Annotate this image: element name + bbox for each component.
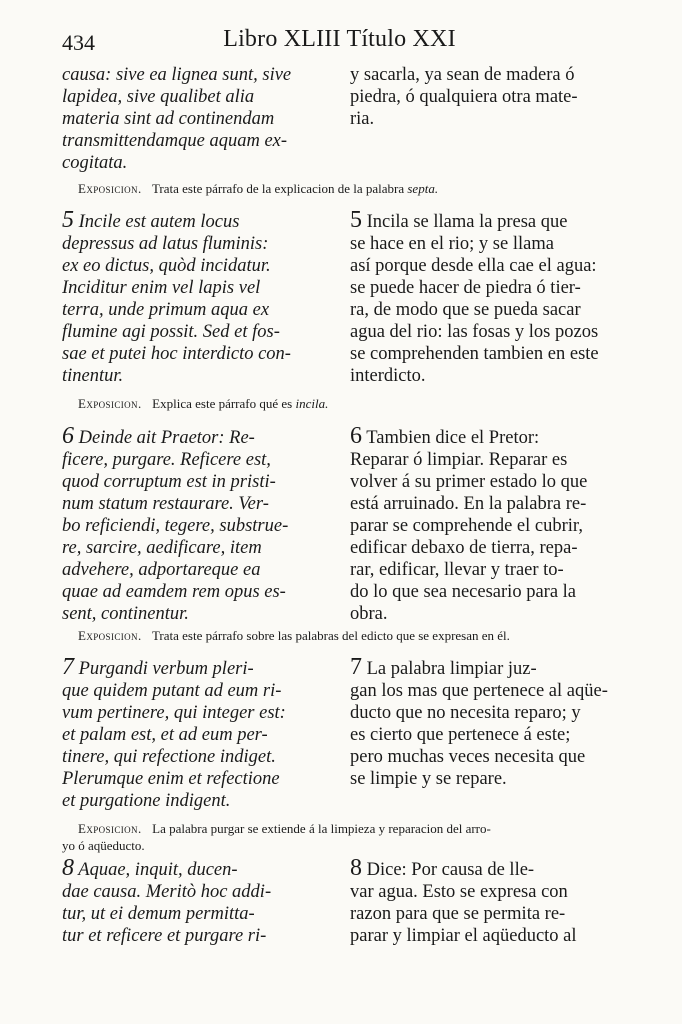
paragraph-number: 6	[62, 425, 74, 449]
paragraph-number: 6	[350, 425, 362, 449]
spanish-column-paragraph-7	[350, 656, 618, 790]
exposicion-text: Explica este párrafo qué es	[152, 396, 293, 411]
latin-line: Plerumque enim et refectione	[62, 769, 280, 789]
latin-first-line: 5 Incile est autem locus	[62, 209, 240, 233]
spanish-line: así porque desde ella cae el agua:	[350, 256, 597, 276]
paragraph-number: 8	[350, 857, 362, 881]
spanish-line: ducto que no necesita reparo; y	[350, 703, 581, 723]
paragraph-number: 5	[62, 209, 74, 233]
latin-line: depressus ad latus fluminis:	[62, 234, 269, 254]
spanish-line: do lo que sea necesario para la	[350, 582, 577, 602]
latin-line: re, sarcire, aedificare, item	[62, 538, 262, 558]
paragraph-number: 8	[62, 857, 74, 881]
spanish-line: Reparar ó limpiar. Reparar es	[350, 450, 568, 470]
latin-line: flumine agi possit. Sed et fos-	[62, 322, 280, 342]
exposicion-note-7	[62, 820, 618, 854]
paragraph-number: 5	[350, 209, 362, 233]
latin-line: vum pertinere, qui integer est:	[62, 703, 286, 723]
spanish-line: y sacarla, ya sean de madera ó	[350, 65, 575, 85]
latin-column-paragraph-7	[62, 656, 330, 812]
latin-line: ex eo dictus, quòd incidatur.	[62, 256, 271, 276]
latin-line: tinentur.	[62, 366, 124, 386]
paragraph-number: 7	[350, 656, 362, 680]
latin-line: bo reficiendi, tegere, substrue-	[62, 516, 289, 536]
spanish-line: var agua. Esto se expresa con	[350, 882, 568, 902]
running-title: Libro XLIII Título XXI	[223, 26, 456, 52]
spanish-line: está arruinado. En la palabra re-	[350, 494, 587, 514]
latin-first-line: 7 Purgandi verbum pleri-	[62, 656, 254, 680]
exposicion-text: Trata este párrafo de la explicacion de la palabra	[151, 181, 405, 196]
latin-line: advehere, adportareque ea	[62, 560, 261, 580]
latin-line: num statum restaurare. Ver-	[62, 494, 269, 514]
latin-line: quae ad eamdem rem opus es-	[62, 582, 286, 602]
latin-line: transmittendamque aquam ex-	[62, 131, 288, 151]
latin-line: terra, unde primum aqua ex	[62, 300, 270, 320]
exposicion-label: Exposicion.	[78, 821, 142, 836]
latin-column-paragraph-8	[62, 857, 330, 947]
latin-line: et palam est, et ad eum per-	[62, 725, 268, 745]
spanish-line: razon para que se permita re-	[350, 904, 566, 924]
latin-line: sent, continentur.	[62, 604, 189, 624]
page-header	[62, 26, 617, 56]
exposicion-text: Trata este párrafo sobre las palabras del edicto que se expresan en él.	[151, 628, 510, 643]
spanish-column-block-1	[350, 64, 618, 130]
spanish-line: gan los mas que pertenece al aqüe-	[350, 681, 608, 701]
exposicion-text-continued: yo ó aqüeducto.	[62, 838, 145, 853]
spanish-line: volver á su primer estado lo que	[350, 472, 588, 492]
exposicion-note-5	[78, 395, 618, 412]
spanish-column-paragraph-5	[350, 209, 618, 387]
spanish-line: parar se comprehende el cubrir,	[350, 516, 583, 536]
spanish-first-line: 8 Dice: Por causa de lle-	[350, 857, 535, 881]
latin-first-line: 6 Deinde ait Praetor: Re-	[62, 425, 255, 449]
exposicion-text: La palabra purgar se extiende á la limpieza y reparacion del arro-	[152, 821, 491, 836]
latin-line: tur, ut ei demum permitta-	[62, 904, 255, 924]
spanish-line: se limpie y se repare.	[350, 769, 507, 789]
latin-first-line: 8 Aquae, inquit, ducen-	[62, 857, 238, 881]
spanish-first-line: 7 La palabra limpiar juz-	[350, 656, 537, 680]
spanish-line: rar, edificar, llevar y traer to-	[350, 560, 564, 580]
spanish-line: se comprehenden tambien en este	[350, 344, 599, 364]
latin-line: Inciditur enim vel lapis vel	[62, 278, 261, 298]
latin-column-paragraph-5	[62, 209, 330, 387]
latin-line: cogitata.	[62, 153, 128, 173]
exposicion-label: Exposicion.	[78, 181, 142, 196]
spanish-first-line: 5 Incila se llama la presa que	[350, 209, 568, 233]
latin-line: et purgatione indigent.	[62, 791, 231, 811]
spanish-line: es cierto que pertenece á este;	[350, 725, 571, 745]
latin-line: tur et reficere et purgare ri-	[62, 926, 267, 946]
exposicion-label: Exposicion.	[78, 396, 142, 411]
latin-column-block-1	[62, 64, 330, 174]
spanish-line: ria.	[350, 109, 375, 129]
spanish-line: agua del rio: las fosas y los pozos	[350, 322, 599, 342]
exposicion-note-1	[78, 180, 618, 197]
spanish-column-paragraph-8	[350, 857, 618, 947]
spanish-line: ra, de modo que se pueda sacar	[350, 300, 581, 320]
spanish-column-paragraph-6	[350, 425, 618, 625]
latin-line: quod corruptum est in pristi-	[62, 472, 276, 492]
spanish-line: piedra, ó qualquiera otra mate-	[350, 87, 578, 107]
latin-line: sae et putei hoc interdicto con-	[62, 344, 291, 364]
spanish-line: pero muchas veces necesita que	[350, 747, 586, 767]
latin-line: lapidea, sive qualibet alia	[62, 87, 255, 107]
latin-line: tinere, qui refectione indiget.	[62, 747, 276, 767]
spanish-line: se hace en el rio; y se llama	[350, 234, 554, 254]
exposicion-italic: incila.	[295, 396, 329, 411]
latin-line: materia sint ad continendam	[62, 109, 275, 129]
paragraph-number: 7	[62, 656, 74, 680]
latin-line: causa: sive ea lignea sunt, sive	[62, 65, 292, 85]
latin-line: que quidem putant ad eum ri-	[62, 681, 282, 701]
spanish-line: obra.	[350, 604, 388, 624]
latin-column-paragraph-6	[62, 425, 330, 625]
exposicion-italic: septa.	[407, 181, 439, 196]
spanish-line: interdicto.	[350, 366, 426, 386]
spanish-first-line: 6 Tambien dice el Pretor:	[350, 425, 540, 449]
spanish-line: edificar debaxo de tierra, repa-	[350, 538, 578, 558]
exposicion-note-6	[78, 627, 618, 644]
page-number: 434	[62, 30, 95, 55]
spanish-line: se puede hacer de piedra ó tier-	[350, 278, 581, 298]
exposicion-label: Exposicion.	[78, 628, 142, 643]
latin-line: ficere, purgare. Reficere est,	[62, 450, 271, 470]
spanish-line: parar y limpiar el aqüeducto al	[350, 926, 577, 946]
latin-line: dae causa. Meritò hoc addi-	[62, 882, 272, 902]
